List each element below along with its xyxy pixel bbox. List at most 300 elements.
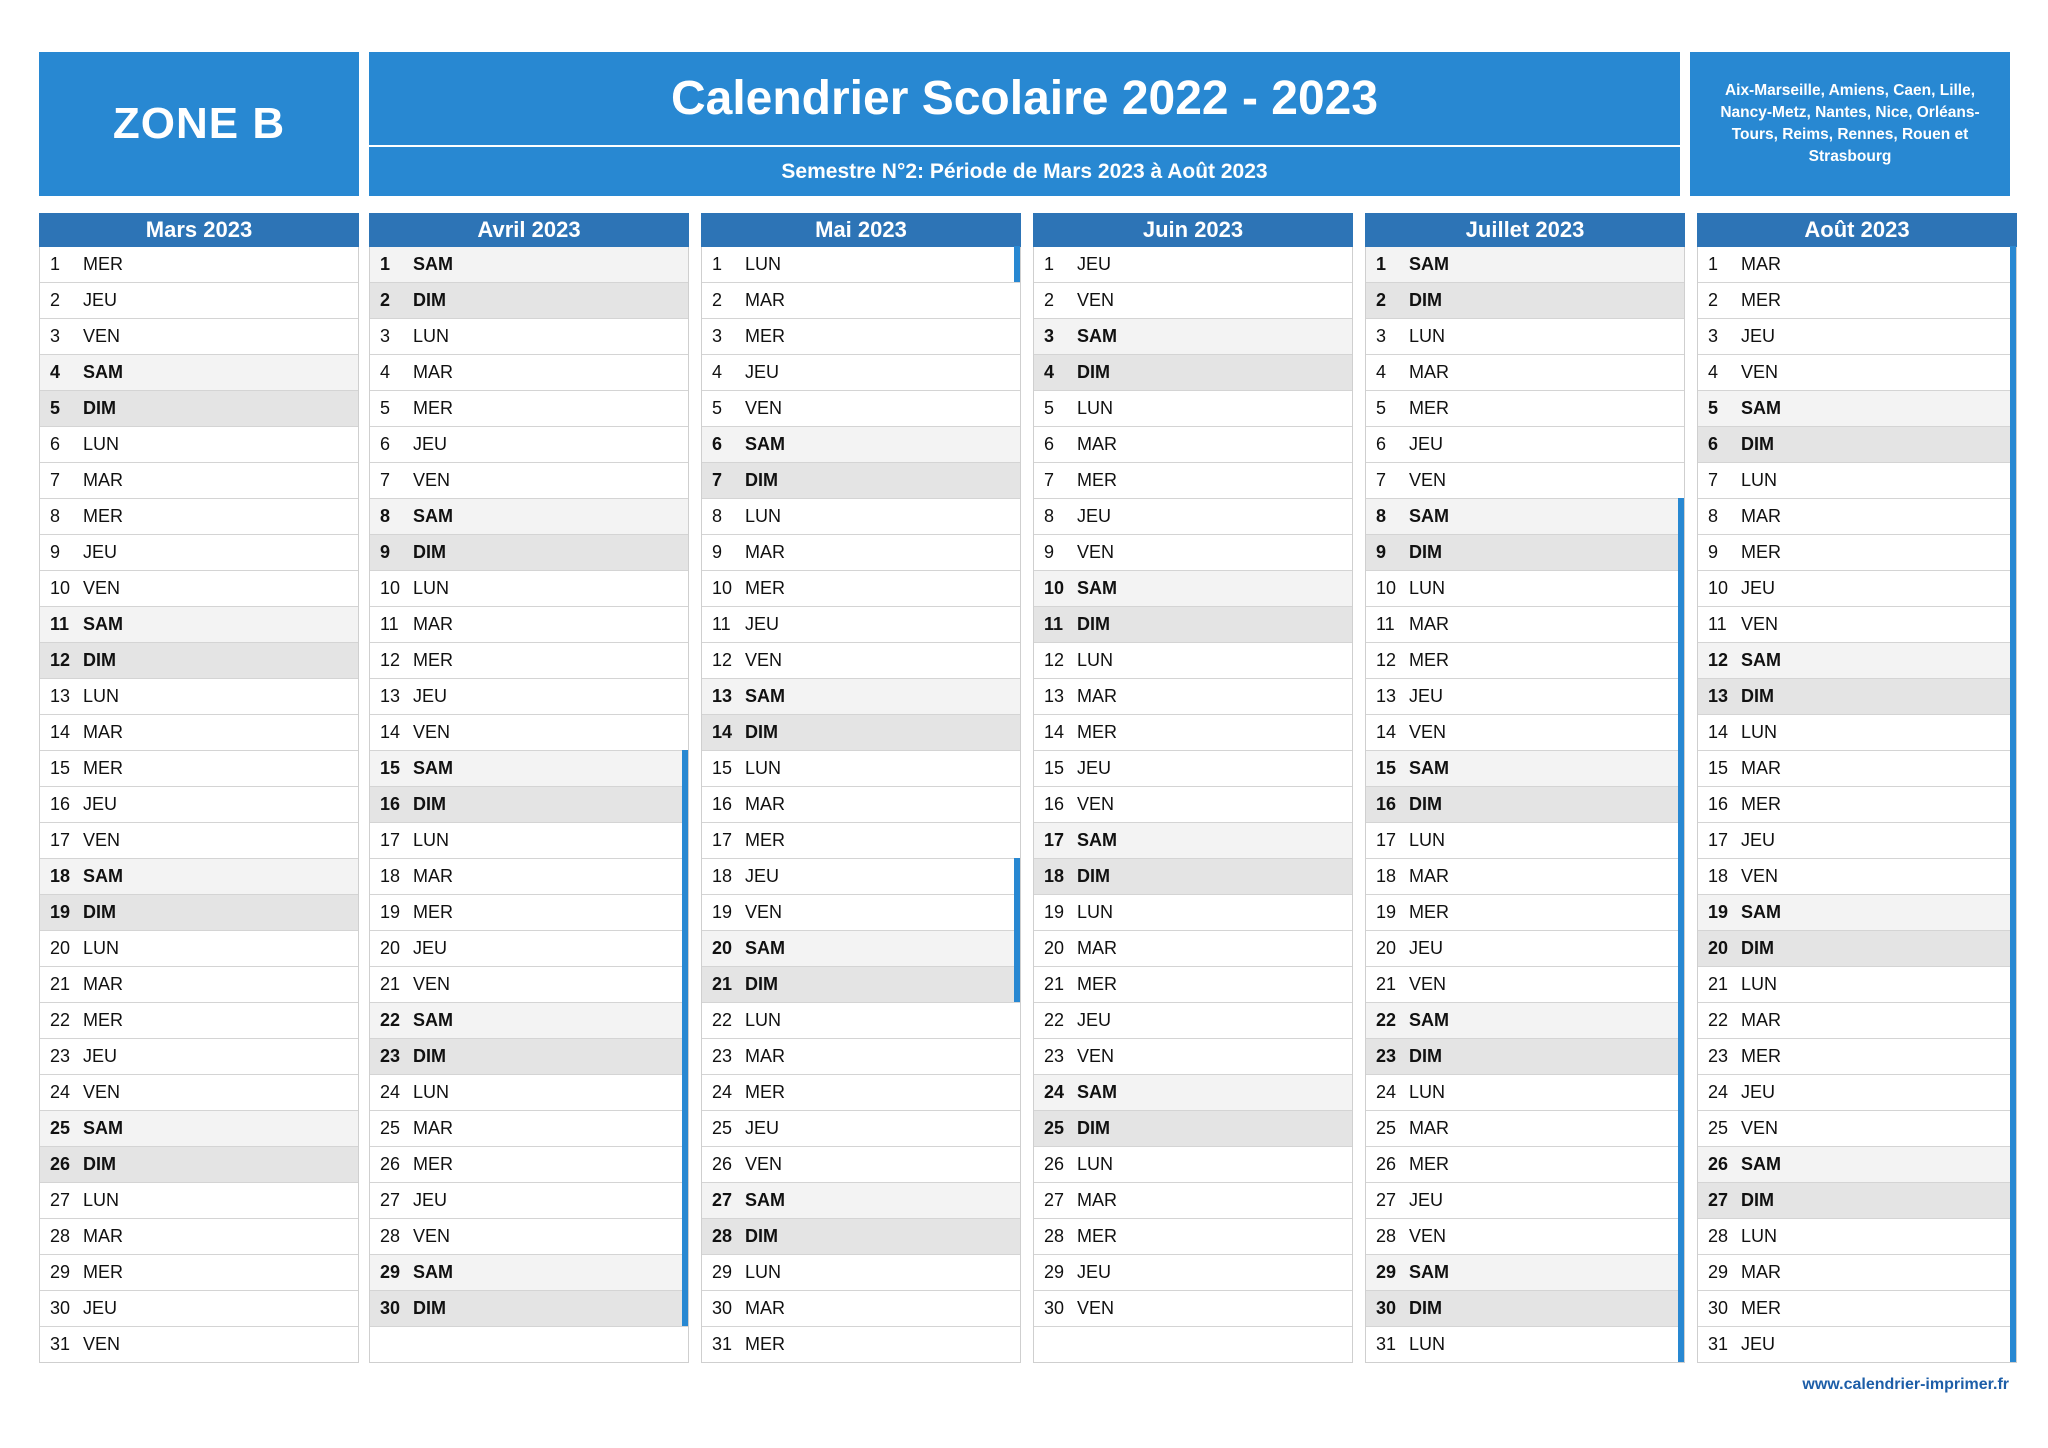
day-row [40, 570, 358, 606]
day-name: MAR [83, 974, 123, 994]
day-number: 21 [1708, 974, 1729, 994]
day-number: 16 [1708, 794, 1729, 814]
day-name: SAM [745, 1190, 785, 1210]
day-row [370, 966, 688, 1002]
day-row [370, 570, 688, 606]
day-number: 24 [712, 1082, 733, 1102]
day-number: 2 [1708, 290, 1719, 310]
day-name: MER [745, 1334, 785, 1354]
day-row [1034, 1146, 1352, 1182]
day-number: 15 [712, 758, 733, 778]
day-number: 23 [1044, 1046, 1065, 1066]
day-name: VEN [83, 830, 121, 850]
day-row [1034, 930, 1352, 966]
month-header: Août 2023 [1697, 213, 2017, 247]
day-row [702, 930, 1020, 966]
day-row [1698, 714, 2016, 750]
day-row [40, 462, 358, 498]
day-number: 28 [1044, 1226, 1065, 1246]
day-name: VEN [1409, 1226, 1447, 1246]
day-name: SAM [1409, 506, 1449, 526]
day-name: SAM [745, 686, 785, 706]
day-row [40, 858, 358, 894]
day-row [1366, 498, 1684, 534]
day-name: MER [413, 650, 453, 670]
day-name: JEU [1077, 254, 1112, 274]
page-title: Calendrier Scolaire 2022 - 2023 [670, 72, 1379, 125]
day-name: MAR [413, 866, 453, 886]
day-name: MAR [1077, 686, 1117, 706]
day-number: 30 [1708, 1298, 1729, 1318]
day-number: 7 [380, 470, 391, 490]
day-number: 29 [1708, 1262, 1729, 1282]
day-number: 2 [1044, 290, 1055, 310]
day-number: 6 [1708, 434, 1719, 454]
day-name: SAM [745, 434, 785, 454]
day-number: 29 [50, 1262, 71, 1282]
day-number: 5 [50, 398, 61, 418]
day-row [702, 1290, 1020, 1326]
day-row [702, 714, 1020, 750]
day-name: LUN [1409, 326, 1446, 346]
day-row [40, 606, 358, 642]
day-name: JEU [413, 938, 448, 958]
day-number: 28 [50, 1226, 71, 1246]
day-row [1366, 714, 1684, 750]
day-row [702, 1326, 1020, 1362]
day-row [1698, 426, 2016, 462]
day-row [1034, 390, 1352, 426]
day-number: 22 [1376, 1010, 1397, 1030]
day-name: MAR [83, 470, 123, 490]
day-name: MER [413, 398, 453, 418]
day-number: 8 [1376, 506, 1387, 526]
day-number: 12 [1044, 650, 1065, 670]
page-subtitle: Semestre N°2: Période de Mars 2023 à Août 2023 [781, 159, 1268, 183]
day-name: MAR [1741, 758, 1781, 778]
day-row [1034, 714, 1352, 750]
day-row [1034, 354, 1352, 390]
day-name: VEN [1077, 290, 1115, 310]
day-number: 12 [1708, 650, 1729, 670]
day-row [1698, 1110, 2016, 1146]
day-number: 15 [1708, 758, 1729, 778]
day-number: 1 [1376, 254, 1387, 274]
day-row [702, 1254, 1020, 1290]
day-number: 26 [1708, 1154, 1729, 1174]
day-row [1366, 534, 1684, 570]
day-number: 21 [712, 974, 733, 994]
day-row [1698, 1326, 2016, 1362]
day-number: 24 [380, 1082, 401, 1102]
day-number: 22 [712, 1010, 733, 1030]
day-number: 20 [712, 938, 733, 958]
day-row [40, 1038, 358, 1074]
day-name: MER [1409, 902, 1449, 922]
day-row [702, 570, 1020, 606]
day-name: VEN [1077, 794, 1115, 814]
day-number: 22 [380, 1010, 401, 1030]
day-name: LUN [1741, 722, 1778, 742]
day-row [1034, 1074, 1352, 1110]
day-row [1698, 318, 2016, 354]
day-row [40, 714, 358, 750]
day-number: 6 [1376, 434, 1387, 454]
day-name: SAM [413, 506, 453, 526]
day-name: LUN [745, 254, 782, 274]
day-row [40, 534, 358, 570]
day-number: 5 [380, 398, 391, 418]
day-row [702, 247, 1020, 282]
day-number: 13 [1376, 686, 1397, 706]
day-row [370, 606, 688, 642]
day-row [370, 894, 688, 930]
day-row [370, 354, 688, 390]
day-row [40, 1326, 358, 1362]
day-name: LUN [413, 1082, 450, 1102]
day-number: 14 [380, 722, 401, 742]
month-column [369, 213, 689, 1366]
day-number: 24 [1044, 1082, 1065, 1102]
day-name: MER [745, 830, 785, 850]
day-name: JEU [1741, 326, 1776, 346]
day-number: 29 [1376, 1262, 1397, 1282]
day-number: 3 [50, 326, 61, 346]
day-name: SAM [1077, 578, 1117, 598]
day-number: 17 [380, 830, 401, 850]
day-number: 20 [1044, 938, 1065, 958]
day-number: 26 [380, 1154, 401, 1174]
day-number: 11 [380, 614, 399, 634]
day-name: MER [1741, 1046, 1781, 1066]
day-name: JEU [1077, 758, 1112, 778]
day-number: 15 [1044, 758, 1065, 778]
day-row [1366, 678, 1684, 714]
day-number: 16 [712, 794, 733, 814]
day-row [370, 318, 688, 354]
day-name: DIM [745, 974, 778, 994]
day-row [40, 678, 358, 714]
day-row [1698, 1254, 2016, 1290]
day-number: 5 [712, 398, 723, 418]
day-row [40, 822, 358, 858]
day-number: 25 [380, 1118, 401, 1138]
day-name: LUN [413, 578, 450, 598]
day-row-empty [370, 1326, 688, 1362]
day-row [1698, 1002, 2016, 1038]
month-column [701, 213, 1021, 1366]
day-name: VEN [413, 722, 451, 742]
day-name: JEU [745, 1118, 780, 1138]
zone-box [39, 52, 359, 196]
day-row [1698, 642, 2016, 678]
day-name: DIM [83, 902, 116, 922]
day-number: 13 [380, 686, 401, 706]
day-number: 8 [50, 506, 61, 526]
day-row [1366, 1326, 1684, 1362]
day-row [370, 1182, 688, 1218]
day-row [1034, 282, 1352, 318]
day-name: SAM [1409, 1262, 1449, 1282]
day-row [1366, 1146, 1684, 1182]
day-number: 30 [1044, 1298, 1065, 1318]
day-row [1034, 894, 1352, 930]
day-row [702, 1218, 1020, 1254]
day-row [702, 534, 1020, 570]
day-name: VEN [1741, 614, 1779, 634]
day-row [1366, 606, 1684, 642]
day-name: LUN [1077, 902, 1114, 922]
day-number: 25 [1044, 1118, 1065, 1138]
day-name: VEN [413, 1226, 451, 1246]
day-row [1698, 894, 2016, 930]
day-name: JEU [1077, 1010, 1112, 1030]
day-number: 12 [712, 650, 733, 670]
day-row [370, 247, 688, 282]
day-name: DIM [1741, 938, 1774, 958]
day-number: 29 [1044, 1262, 1065, 1282]
day-name: JEU [83, 1298, 118, 1318]
day-row [1366, 894, 1684, 930]
day-row [1698, 1074, 2016, 1110]
day-row [40, 247, 358, 282]
day-number: 25 [1708, 1118, 1729, 1138]
day-row [40, 390, 358, 426]
month-days [1697, 247, 2017, 1363]
day-number: 25 [712, 1118, 733, 1138]
day-number: 19 [1044, 902, 1065, 922]
day-name: DIM [1741, 434, 1774, 454]
day-name: JEU [1741, 830, 1776, 850]
day-name: MER [83, 1010, 123, 1030]
day-name: DIM [83, 650, 116, 670]
month-header: Mars 2023 [39, 213, 359, 247]
day-row [370, 534, 688, 570]
day-row [702, 894, 1020, 930]
day-row [1034, 858, 1352, 894]
day-name: LUN [1409, 1082, 1446, 1102]
day-row [1698, 498, 2016, 534]
day-name: MER [413, 1154, 453, 1174]
day-name: DIM [413, 542, 446, 562]
day-row [1698, 750, 2016, 786]
day-number: 17 [712, 830, 733, 850]
day-row [1034, 1218, 1352, 1254]
day-row [1698, 1038, 2016, 1074]
day-name: DIM [745, 722, 778, 742]
day-name: JEU [1409, 938, 1444, 958]
day-name: SAM [1409, 1010, 1449, 1030]
day-row [702, 642, 1020, 678]
day-name: SAM [413, 758, 453, 778]
day-name: SAM [1077, 830, 1117, 850]
day-number: 8 [1708, 506, 1719, 526]
day-number: 14 [1044, 722, 1065, 742]
day-row [370, 462, 688, 498]
day-name: MAR [83, 1226, 123, 1246]
day-row [1034, 534, 1352, 570]
day-number: 10 [1708, 578, 1729, 598]
day-name: LUN [745, 506, 782, 526]
day-number: 30 [1376, 1298, 1397, 1318]
day-name: LUN [745, 1262, 782, 1282]
day-row [40, 498, 358, 534]
day-name: MER [1409, 1154, 1449, 1174]
day-row [1366, 282, 1684, 318]
day-number: 27 [712, 1190, 733, 1210]
day-number: 31 [50, 1334, 71, 1354]
day-row [702, 1074, 1020, 1110]
day-number: 18 [712, 866, 733, 886]
day-row [1698, 534, 2016, 570]
day-row [370, 1110, 688, 1146]
day-number: 1 [1044, 254, 1055, 274]
day-name: VEN [413, 470, 451, 490]
day-number: 28 [712, 1226, 733, 1246]
day-number: 7 [1044, 470, 1055, 490]
day-row [1698, 606, 2016, 642]
day-number: 6 [712, 434, 723, 454]
day-name: VEN [1741, 866, 1779, 886]
day-number: 23 [50, 1046, 71, 1066]
day-number: 9 [1708, 542, 1719, 562]
day-number: 15 [380, 758, 401, 778]
day-row [1698, 678, 2016, 714]
day-row [1034, 966, 1352, 1002]
day-row [1698, 822, 2016, 858]
day-name: DIM [745, 470, 778, 490]
day-row [1034, 606, 1352, 642]
day-row [702, 390, 1020, 426]
day-number: 21 [50, 974, 71, 994]
day-number: 11 [50, 614, 70, 634]
month-days [369, 247, 689, 1363]
month-header: Avril 2023 [369, 213, 689, 247]
day-row [1698, 966, 2016, 1002]
day-name: VEN [1409, 470, 1447, 490]
day-number: 29 [712, 1262, 733, 1282]
day-number: 11 [1708, 614, 1727, 634]
day-name: MAR [413, 362, 453, 382]
day-number: 26 [1376, 1154, 1397, 1174]
day-number: 2 [1376, 290, 1387, 310]
day-row [702, 426, 1020, 462]
day-row [40, 930, 358, 966]
day-number: 7 [1376, 470, 1387, 490]
day-name: VEN [1077, 1298, 1115, 1318]
day-row [1366, 1182, 1684, 1218]
day-name: SAM [413, 1010, 453, 1030]
day-row [1034, 426, 1352, 462]
day-name: VEN [413, 974, 451, 994]
day-number: 23 [380, 1046, 401, 1066]
day-name: MER [1409, 398, 1449, 418]
day-row [370, 786, 688, 822]
day-row [1366, 858, 1684, 894]
day-row [370, 390, 688, 426]
day-number: 27 [50, 1190, 71, 1210]
day-row [370, 930, 688, 966]
day-number: 19 [1708, 902, 1729, 922]
day-row [370, 1038, 688, 1074]
day-row [370, 1290, 688, 1326]
month-days [39, 247, 359, 1363]
day-row [40, 750, 358, 786]
day-name: SAM [83, 866, 123, 886]
day-row [40, 318, 358, 354]
day-number: 21 [1044, 974, 1065, 994]
day-name: VEN [745, 398, 783, 418]
day-name: LUN [1741, 470, 1778, 490]
day-row [1366, 822, 1684, 858]
day-name: LUN [1077, 650, 1114, 670]
day-name: MER [745, 326, 785, 346]
day-name: VEN [1409, 974, 1447, 994]
day-name: JEU [413, 434, 448, 454]
day-number: 6 [1044, 434, 1055, 454]
month-header: Juillet 2023 [1365, 213, 1685, 247]
day-name: LUN [745, 758, 782, 778]
day-name: LUN [413, 326, 450, 346]
day-row [702, 1146, 1020, 1182]
day-row [370, 642, 688, 678]
day-number: 4 [1376, 362, 1387, 382]
day-name: DIM [83, 398, 116, 418]
regions-list: Aix-Marseille, Amiens, Caen, Lille, Nancy-Metz, Nantes, Nice, Orléans-Tours, Reims, Rennes, Rouen et Strasbourg [1720, 82, 1980, 165]
day-name: MER [83, 758, 123, 778]
day-number: 1 [50, 254, 61, 274]
day-number: 10 [1044, 578, 1065, 598]
day-name: MAR [745, 1046, 785, 1066]
day-number: 13 [712, 686, 733, 706]
day-name: SAM [413, 1262, 453, 1282]
day-number: 16 [50, 794, 71, 814]
day-number: 10 [380, 578, 401, 598]
day-row [702, 282, 1020, 318]
day-name: JEU [1409, 1190, 1444, 1210]
day-row [1366, 318, 1684, 354]
day-number: 14 [1708, 722, 1729, 742]
day-row [1366, 1002, 1684, 1038]
day-name: DIM [1741, 1190, 1774, 1210]
day-name: MAR [1077, 938, 1117, 958]
website-link[interactable]: www.calendrier-imprimer.fr [1802, 1376, 2009, 1393]
day-name: VEN [745, 902, 783, 922]
day-number: 14 [712, 722, 733, 742]
day-number: 16 [380, 794, 401, 814]
day-row [702, 750, 1020, 786]
day-row [370, 1218, 688, 1254]
day-name: MER [1077, 1226, 1117, 1246]
day-number: 6 [380, 434, 391, 454]
day-number: 22 [50, 1010, 71, 1030]
day-name: MAR [1409, 866, 1449, 886]
day-name: DIM [1409, 1046, 1442, 1066]
day-name: VEN [83, 1334, 121, 1354]
day-row [702, 318, 1020, 354]
day-name: MAR [1409, 1118, 1449, 1138]
day-name: MAR [745, 542, 785, 562]
day-row [1034, 570, 1352, 606]
day-name: MER [1741, 290, 1781, 310]
day-number: 30 [380, 1298, 401, 1318]
day-number: 28 [1708, 1226, 1729, 1246]
day-row [1698, 1182, 2016, 1218]
day-number: 4 [380, 362, 391, 382]
day-number: 20 [380, 938, 401, 958]
day-name: SAM [1077, 1082, 1117, 1102]
day-row [1366, 1074, 1684, 1110]
